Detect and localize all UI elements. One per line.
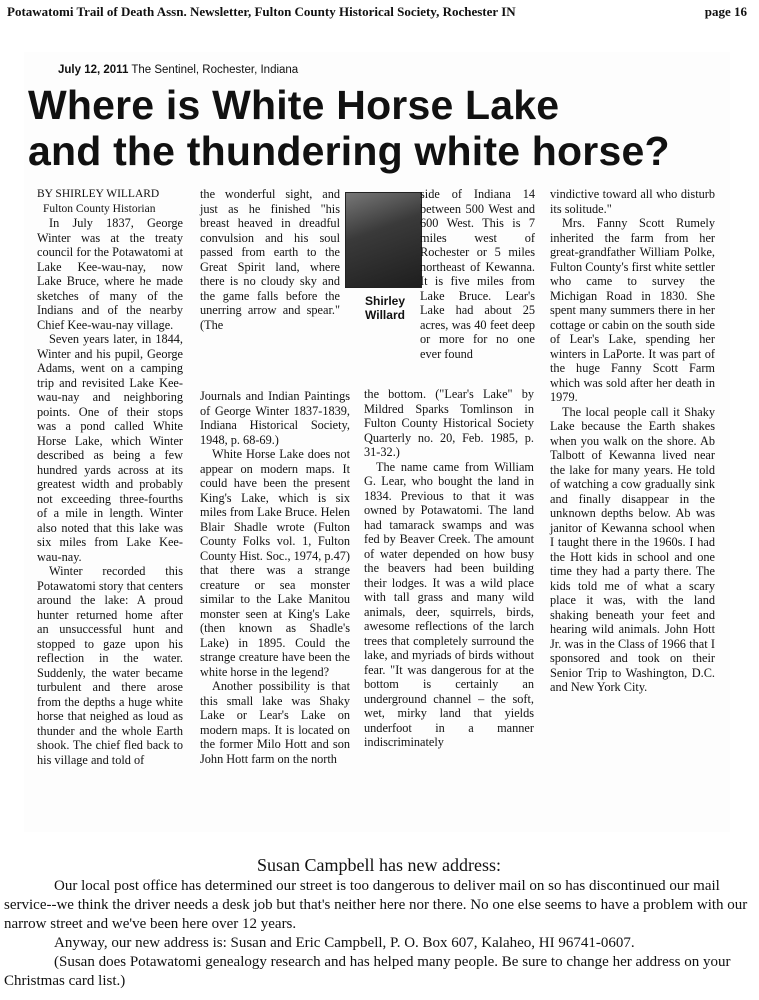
paragraph: In July 1837, George Winter was at the treaty council for the Potawatomi at Lake Kee-wau-nay, now Lake Bruce, where he made sketches of many of the Indians and of the nearby Chief Kee-wau-nay village. [37,216,183,332]
notice-paragraph: Anyway, our new address is: Susan and Eric Campbell, P. O. Box 607, Kalaheo, HI 96741-0607. [54,935,635,951]
dateline [58,64,298,76]
paragraph: The local people call it Shaky Lake because the Earth shakes when you walk on the shore. Ab Talbott of Kewanna lived near the lake for many years. He told of watching a cow gradually sink and finally disappear in the unknown depths below. Ab was janitor of Kewanna school when I taught there in the 1960s. I had the Hott kids in school and one time they had a party there. The kids told me of what a scary place it was, with the land shaking beneath your feet and hearing wild animals. John Hott Jr. was in the Class of 1966 that I sponsored and took on their Senior Trip to Washington, D.C. and New York City. [550,404,715,694]
article-column-4 [550,187,715,695]
photo-caption: Shirley Willard [364,294,406,322]
author-photo-block [339,192,424,340]
newspaper-clipping [24,52,730,832]
paragraph: Winter recorded this Potawatomi story that centers around the lake: A proud hunter returned home after an unsuccessful hunt and stopped to gaze upon his reflection in the water. Suddenly, the water became turbulent and there arose from the depths a huge white horse that neighed as loud as thunder and the whole Earth shook. The chief fled back to his village and told of [37,564,183,767]
paragraph: The name came from William G. Lear, who bought the land in 1834. Previous to that it was owned by Potawatomi. The land had tamarack swamps and was fed by Beaver Creek. The amount of water depended on how busy the beavers had been building their lodges. It was a wild place with tall grass and many wild animals, deer, squirrels, birds, awesome reflections of the larch trees that completely surround the lake, and myriads of birds without fear. "It was dangerous for at the bottom is certainly an underground channel – the soft, wet, mirky land that yields underfoot in a manner indiscriminately [364,459,534,749]
address-notice [4,856,754,991]
article-column-2-bottom [200,389,350,766]
article-column-3-top [420,187,535,361]
paragraph: side of Indiana 14 between 500 West and 600 West. This is 7 miles west of Rochester or 5 miles northeast of Kewanna. It is five miles from Lake Bruce. Lear's Lake had about 25 acres, was 40 feet deep or more for no one ever found [420,187,535,361]
byline: BY SHIRLEY WILLARD [37,188,160,200]
notice-paragraph: Our local post office has determined our street is too dangerous to deliver mail on so has discontinued our mail service--we think the driver needs a desk job but that's neither here nor there. No one else seems to have a problem with our narrow street and we've been here over 12 years. [4,878,748,932]
notice-paragraph: (Susan does Potawatomi genealogy research and has helped many people. Be sure to change her address on your Christmas card list.) [4,954,731,989]
author-photo [345,192,422,288]
paragraph: Another possibility is that this small lake was Shaky Lake or Lear's Lake on modern maps. It is located on the former Milo Hott and son John Hott farm on the north [200,679,350,766]
newsletter-title: Potawatomi Trail of Death Assn. Newsletter, Fulton County Historical Society, Rochester IN [7,4,516,19]
paragraph: the wonderful sight, and just as he finished "his breast heaved in dreadful convulsion and his soul passed from earth to the Great Spirit land, where there is no cloudy sky and the game falls before the unerring arrow and spear." (The [200,187,340,332]
paragraph: Journals and Indian Paintings of George Winter 1837-1839, Indiana Historical Society, 1948, p. 68-69.) [200,389,350,447]
headline-line-1: Where is White Horse Lake [28,82,560,128]
notice-title: Susan Campbell has new address: [257,855,501,875]
clipping-date: July 12, 2011 [58,64,129,76]
byline-title: Fulton County Historian [43,202,156,215]
paragraph: Mrs. Fanny Scott Rumely inherited the farm from her great-grandfather William Polke, Fulton County's first white settler who came to survey the Michigan Road in 1830. She spent many summers there in her cottage or cabin on the south side of Lear's Lake, spending her winters in LaPorte. It was part of the huge Fanny Scott Farm which was sold after her death in 1979. [550,216,715,404]
paragraph: White Horse Lake does not appear on modern maps. It could have been the present King's Lake, which is six miles from Lake Bruce. Helen Blair Shadle wrote (Fulton County Folks vol. 1, Fulton County Hist. Soc., 1974, p.47) that there was a strange creature or sea monster similar to the Lake Manitou monster seen at King's Lake (then known as Shadle's Lake) in 1895. Could the strange creature have been the white horse in the legend? [200,447,350,679]
article-column-2-top [200,187,340,332]
article-column-3-bottom [364,387,534,750]
paragraph: vindictive toward all who disturb its solitude." [550,187,715,216]
article-column-1 [37,187,183,767]
article-headline [28,82,728,174]
paragraph: the bottom. ("Lear's Lake" by Mildred Sparks Tomlinson in Fulton County Historical Society Quarterly no. 20, Feb. 1985, p. 31-32.) [364,387,534,459]
page-header [7,4,747,22]
paragraph: Seven years later, in 1844, Winter and his pupil, George Adams, went on a camping trip and revisited Lake Kee-wau-nay and neighboring points. One of their stops was a pond called White Horse Lake, which Winter described as being a few hundred yards across at its greatest width and probably not exceeding three-fourths of a mile in length. Winter also noted that this lake was six miles from Lake Kee-wau-nay. [37,332,183,564]
clipping-source: The Sentinel, Rochester, Indiana [131,64,299,76]
page-number: page 16 [704,4,747,19]
headline-line-2: and the thundering white horse? [28,128,670,174]
